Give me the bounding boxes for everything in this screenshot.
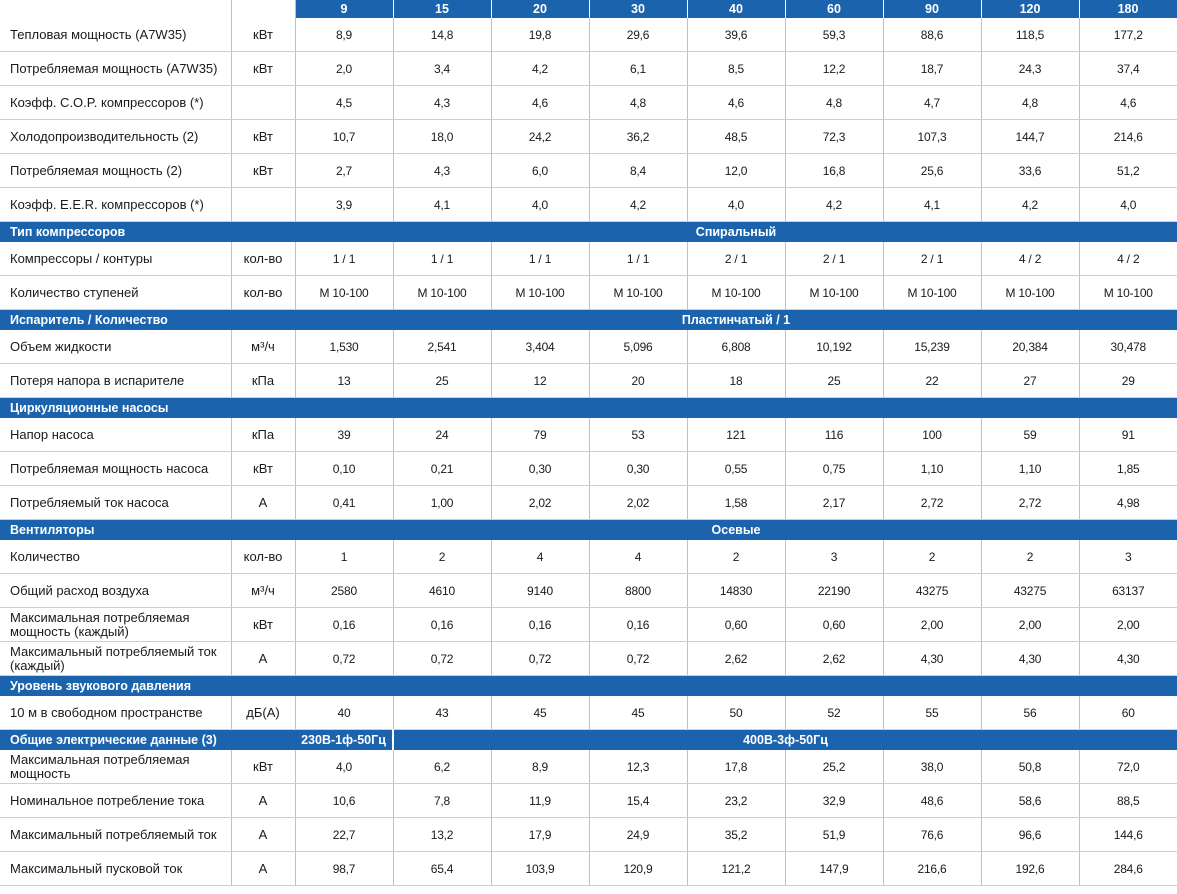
value-cell: 2 / 1	[883, 242, 981, 276]
value-cell: 24,2	[491, 120, 589, 154]
value-cell: 13,2	[393, 818, 491, 852]
unit-cell: A	[231, 642, 295, 676]
value-cell: 8,9	[295, 18, 393, 52]
value-cell: 4,6	[1079, 86, 1177, 120]
value-cell: 4,30	[883, 642, 981, 676]
value-cell: 8800	[589, 574, 687, 608]
value-cell: 9140	[491, 574, 589, 608]
parameter-label: Номинальное потребление тока	[0, 784, 231, 818]
value-cell: 4,0	[295, 750, 393, 784]
parameter-label: Максимальный пусковой ток	[0, 852, 231, 886]
section-value	[295, 398, 1177, 419]
value-cell: 0,10	[295, 452, 393, 486]
value-cell: 29	[1079, 364, 1177, 398]
value-cell: 6,808	[687, 330, 785, 364]
value-cell: 120,9	[589, 852, 687, 886]
value-cell: 2,62	[785, 642, 883, 676]
value-cell: 2	[981, 540, 1079, 574]
value-cell: 35,2	[687, 818, 785, 852]
value-cell: 2	[883, 540, 981, 574]
value-cell: 2 / 1	[785, 242, 883, 276]
table-row	[0, 86, 1177, 120]
table-row	[0, 852, 1177, 886]
value-cell: 40	[295, 696, 393, 730]
value-cell: 4,0	[687, 188, 785, 222]
value-cell: 2,7	[295, 154, 393, 188]
value-cell: 25	[785, 364, 883, 398]
value-cell: 0,16	[491, 608, 589, 642]
value-cell: 1 / 1	[589, 242, 687, 276]
value-cell: M 10-100	[491, 276, 589, 310]
unit-cell: A	[231, 818, 295, 852]
value-cell: 7,8	[393, 784, 491, 818]
value-cell: 8,9	[491, 750, 589, 784]
value-cell: M 10-100	[981, 276, 1079, 310]
parameter-label: Потребляемая мощность (2)	[0, 154, 231, 188]
value-cell: 18	[687, 364, 785, 398]
unit-cell: кВт	[231, 18, 295, 52]
value-cell: 59	[981, 418, 1079, 452]
unit-cell: кПа	[231, 364, 295, 398]
value-cell: 2,17	[785, 486, 883, 520]
unit-cell: кВт	[231, 154, 295, 188]
value-cell: 1 / 1	[393, 242, 491, 276]
value-cell: 4,8	[981, 86, 1079, 120]
value-cell: 29,6	[589, 18, 687, 52]
value-cell: 72,3	[785, 120, 883, 154]
table-row	[0, 18, 1177, 52]
section-value: Спиральный	[295, 222, 1177, 243]
value-cell: 0,16	[393, 608, 491, 642]
value-cell: 19,8	[491, 18, 589, 52]
value-cell: 0,60	[687, 608, 785, 642]
table-row	[0, 242, 1177, 276]
table-row	[0, 818, 1177, 852]
value-cell: 0,72	[491, 642, 589, 676]
parameter-label: Общий расход воздуха	[0, 574, 231, 608]
value-cell: 1,530	[295, 330, 393, 364]
value-cell: 118,5	[981, 18, 1079, 52]
value-cell: 4,1	[883, 188, 981, 222]
value-cell: 79	[491, 418, 589, 452]
value-cell: 147,9	[785, 852, 883, 886]
value-cell: 43275	[981, 574, 1079, 608]
section-header-row	[0, 520, 1177, 541]
parameter-label: Потребляемый ток насоса	[0, 486, 231, 520]
value-cell: 4,1	[393, 188, 491, 222]
value-cell: 2,00	[1079, 608, 1177, 642]
value-cell: 192,6	[981, 852, 1079, 886]
value-cell: 24,3	[981, 52, 1079, 86]
value-cell: 2,0	[295, 52, 393, 86]
parameter-label: Максимальный потребляемый ток (каждый)	[0, 642, 231, 676]
section-value: Осевые	[295, 520, 1177, 541]
model-header-cell: 90	[883, 0, 981, 18]
value-cell: 22190	[785, 574, 883, 608]
table-row	[0, 154, 1177, 188]
value-cell: 36,2	[589, 120, 687, 154]
value-cell: 58,6	[981, 784, 1079, 818]
value-cell: 3,4	[393, 52, 491, 86]
value-cell: 0,60	[785, 608, 883, 642]
value-cell: 3	[1079, 540, 1177, 574]
value-cell: 24,9	[589, 818, 687, 852]
value-cell: 6,2	[393, 750, 491, 784]
value-cell: 14830	[687, 574, 785, 608]
value-cell: 6,1	[589, 52, 687, 86]
value-cell: 48,5	[687, 120, 785, 154]
section-title: Вентиляторы	[0, 520, 295, 541]
unit-cell: м³/ч	[231, 330, 295, 364]
table-row	[0, 188, 1177, 222]
value-cell: 88,6	[883, 18, 981, 52]
value-cell: 1 / 1	[491, 242, 589, 276]
value-cell: M 10-100	[687, 276, 785, 310]
value-cell: M 10-100	[1079, 276, 1177, 310]
value-cell: 25,6	[883, 154, 981, 188]
value-cell: 59,3	[785, 18, 883, 52]
value-cell: 2,72	[981, 486, 1079, 520]
value-cell: 4,2	[981, 188, 1079, 222]
value-cell: 1 / 1	[295, 242, 393, 276]
value-cell: 1,10	[981, 452, 1079, 486]
value-cell: 14,8	[393, 18, 491, 52]
value-cell: 15,4	[589, 784, 687, 818]
value-cell: 17,8	[687, 750, 785, 784]
parameter-label: Количество	[0, 540, 231, 574]
value-cell: 2580	[295, 574, 393, 608]
value-cell: 103,9	[491, 852, 589, 886]
unit-cell: кВт	[231, 452, 295, 486]
table-row	[0, 642, 1177, 676]
table-row	[0, 452, 1177, 486]
value-cell: 98,7	[295, 852, 393, 886]
value-cell: 4,3	[393, 154, 491, 188]
unit-cell: A	[231, 852, 295, 886]
value-cell: 72,0	[1079, 750, 1177, 784]
value-cell: 24	[393, 418, 491, 452]
value-cell: 4,30	[981, 642, 1079, 676]
section-title: Уровень звукового давления	[0, 676, 295, 697]
value-cell: 100	[883, 418, 981, 452]
unit-cell: кВт	[231, 120, 295, 154]
parameter-label: Максимальная потребляемая мощность	[0, 750, 231, 784]
unit-cell: кол-во	[231, 242, 295, 276]
value-cell: 0,75	[785, 452, 883, 486]
parameter-label: Потребляемая мощность насоса	[0, 452, 231, 486]
value-cell: 0,72	[393, 642, 491, 676]
header-blank-cell	[0, 0, 231, 18]
unit-cell: кПа	[231, 418, 295, 452]
value-cell: 2	[393, 540, 491, 574]
value-cell: 5,096	[589, 330, 687, 364]
table-row	[0, 486, 1177, 520]
model-header-row	[0, 0, 1177, 18]
parameter-label: Потеря напора в испарителе	[0, 364, 231, 398]
value-cell: 2,02	[589, 486, 687, 520]
value-cell: M 10-100	[589, 276, 687, 310]
model-header-cell: 180	[1079, 0, 1177, 18]
value-cell: 2,72	[883, 486, 981, 520]
value-cell: M 10-100	[295, 276, 393, 310]
value-cell: 4 / 2	[1079, 242, 1177, 276]
parameter-label: Холодопроизводительность (2)	[0, 120, 231, 154]
parameter-label: Компрессоры / контуры	[0, 242, 231, 276]
value-cell: 2,00	[883, 608, 981, 642]
value-cell: 0,30	[589, 452, 687, 486]
value-cell: 2,62	[687, 642, 785, 676]
value-cell: 15,239	[883, 330, 981, 364]
unit-cell: кВт	[231, 52, 295, 86]
value-cell: 20,384	[981, 330, 1079, 364]
value-cell: 32,9	[785, 784, 883, 818]
value-cell: 4	[491, 540, 589, 574]
value-cell: 8,4	[589, 154, 687, 188]
value-cell: 39	[295, 418, 393, 452]
value-cell: 33,6	[981, 154, 1079, 188]
section-value	[295, 676, 1177, 697]
value-cell: 43	[393, 696, 491, 730]
voltage-three-phase: 400В-3ф-50Гц	[393, 730, 1177, 751]
value-cell: 12,2	[785, 52, 883, 86]
value-cell: 18,0	[393, 120, 491, 154]
value-cell: 2 / 1	[687, 242, 785, 276]
section-header-row	[0, 676, 1177, 697]
value-cell: 4,30	[1079, 642, 1177, 676]
table-row	[0, 696, 1177, 730]
value-cell: M 10-100	[393, 276, 491, 310]
value-cell: 0,55	[687, 452, 785, 486]
table-row	[0, 784, 1177, 818]
value-cell: 76,6	[883, 818, 981, 852]
value-cell: 3	[785, 540, 883, 574]
value-cell: 2,00	[981, 608, 1079, 642]
value-cell: 1,10	[883, 452, 981, 486]
model-header-cell: 60	[785, 0, 883, 18]
value-cell: 2,02	[491, 486, 589, 520]
value-cell: 4,7	[883, 86, 981, 120]
unit-cell: дБ(А)	[231, 696, 295, 730]
model-header-cell: 20	[491, 0, 589, 18]
parameter-label: Напор насоса	[0, 418, 231, 452]
value-cell: 4,6	[687, 86, 785, 120]
value-cell: 3,404	[491, 330, 589, 364]
value-cell: 25	[393, 364, 491, 398]
value-cell: 63137	[1079, 574, 1177, 608]
value-cell: 20	[589, 364, 687, 398]
value-cell: 16,8	[785, 154, 883, 188]
value-cell: 88,5	[1079, 784, 1177, 818]
value-cell: 1,00	[393, 486, 491, 520]
value-cell: 0,41	[295, 486, 393, 520]
value-cell: 4,0	[1079, 188, 1177, 222]
value-cell: 4,5	[295, 86, 393, 120]
unit-cell: A	[231, 486, 295, 520]
value-cell: 4,98	[1079, 486, 1177, 520]
value-cell: 0,72	[295, 642, 393, 676]
value-cell: 48,6	[883, 784, 981, 818]
value-cell: 4610	[393, 574, 491, 608]
section-header-row	[0, 222, 1177, 243]
value-cell: 121,2	[687, 852, 785, 886]
parameter-label: Объем жидкости	[0, 330, 231, 364]
section-value: Пластинчатый / 1	[295, 310, 1177, 331]
value-cell: 60	[1079, 696, 1177, 730]
table-row	[0, 750, 1177, 784]
value-cell: 38,0	[883, 750, 981, 784]
value-cell: 144,7	[981, 120, 1079, 154]
value-cell: 39,6	[687, 18, 785, 52]
model-header-cell: 120	[981, 0, 1079, 18]
value-cell: 1,85	[1079, 452, 1177, 486]
model-header-cell: 15	[393, 0, 491, 18]
table-row	[0, 52, 1177, 86]
value-cell: 96,6	[981, 818, 1079, 852]
section-header-row	[0, 310, 1177, 331]
section-header-row	[0, 730, 1177, 751]
unit-cell: м³/ч	[231, 574, 295, 608]
value-cell: 0,16	[589, 608, 687, 642]
table-row	[0, 608, 1177, 642]
value-cell: 4,8	[589, 86, 687, 120]
parameter-label: Коэфф. C.O.P. компрессоров (*)	[0, 86, 231, 120]
value-cell: 22,7	[295, 818, 393, 852]
value-cell: 0,30	[491, 452, 589, 486]
value-cell: M 10-100	[785, 276, 883, 310]
value-cell: 43275	[883, 574, 981, 608]
value-cell: 4,2	[589, 188, 687, 222]
value-cell: 2	[687, 540, 785, 574]
unit-cell: кВт	[231, 750, 295, 784]
unit-cell	[231, 86, 295, 120]
section-title: Тип компрессоров	[0, 222, 295, 243]
value-cell: 107,3	[883, 120, 981, 154]
value-cell: 10,192	[785, 330, 883, 364]
value-cell: 52	[785, 696, 883, 730]
section-title: Циркуляционные насосы	[0, 398, 295, 419]
table-row	[0, 418, 1177, 452]
value-cell: 25,2	[785, 750, 883, 784]
value-cell: 4 / 2	[981, 242, 1079, 276]
model-header-cell: 9	[295, 0, 393, 18]
table-row	[0, 540, 1177, 574]
table-row	[0, 574, 1177, 608]
model-header-cell: 40	[687, 0, 785, 18]
value-cell: 214,6	[1079, 120, 1177, 154]
value-cell: 0,72	[589, 642, 687, 676]
value-cell: 0,16	[295, 608, 393, 642]
value-cell: 121	[687, 418, 785, 452]
value-cell: 23,2	[687, 784, 785, 818]
unit-cell	[231, 188, 295, 222]
value-cell: 11,9	[491, 784, 589, 818]
table-row	[0, 276, 1177, 310]
unit-cell: кВт	[231, 608, 295, 642]
value-cell: 12	[491, 364, 589, 398]
value-cell: 4,0	[491, 188, 589, 222]
value-cell: 284,6	[1079, 852, 1177, 886]
value-cell: 45	[589, 696, 687, 730]
value-cell: 51,9	[785, 818, 883, 852]
value-cell: 116	[785, 418, 883, 452]
value-cell: 50	[687, 696, 785, 730]
parameter-label: Максимальная потребляемая мощность (каждый)	[0, 608, 231, 642]
model-header-cell: 30	[589, 0, 687, 18]
value-cell: 4,3	[393, 86, 491, 120]
section-title: Испаритель / Количество	[0, 310, 295, 331]
table-row	[0, 330, 1177, 364]
value-cell: 3,9	[295, 188, 393, 222]
value-cell: 27	[981, 364, 1079, 398]
section-title: Общие электрические данные (3)	[0, 730, 295, 751]
parameter-label: Потребляемая мощность (A7W35)	[0, 52, 231, 86]
table-row	[0, 120, 1177, 154]
value-cell: 6,0	[491, 154, 589, 188]
value-cell: 1	[295, 540, 393, 574]
parameter-label: Максимальный потребляемый ток	[0, 818, 231, 852]
voltage-single-phase: 230В-1ф-50Гц	[295, 730, 393, 751]
header-blank-cell	[231, 0, 295, 18]
value-cell: 30,478	[1079, 330, 1177, 364]
value-cell: 50,8	[981, 750, 1079, 784]
value-cell: 1,58	[687, 486, 785, 520]
unit-cell: A	[231, 784, 295, 818]
value-cell: 10,6	[295, 784, 393, 818]
value-cell: 18,7	[883, 52, 981, 86]
value-cell: 4,8	[785, 86, 883, 120]
unit-cell: кол-во	[231, 540, 295, 574]
value-cell: 4,2	[491, 52, 589, 86]
section-header-row	[0, 398, 1177, 419]
parameter-label: 10 м в свободном пространстве	[0, 696, 231, 730]
value-cell: 144,6	[1079, 818, 1177, 852]
value-cell: 91	[1079, 418, 1177, 452]
table-row	[0, 364, 1177, 398]
value-cell: 65,4	[393, 852, 491, 886]
parameter-label: Количество ступеней	[0, 276, 231, 310]
value-cell: 0,21	[393, 452, 491, 486]
value-cell: M 10-100	[883, 276, 981, 310]
value-cell: 37,4	[1079, 52, 1177, 86]
value-cell: 4	[589, 540, 687, 574]
value-cell: 4,6	[491, 86, 589, 120]
value-cell: 177,2	[1079, 18, 1177, 52]
value-cell: 2,541	[393, 330, 491, 364]
value-cell: 22	[883, 364, 981, 398]
value-cell: 53	[589, 418, 687, 452]
parameter-label: Тепловая мощность (A7W35)	[0, 18, 231, 52]
value-cell: 45	[491, 696, 589, 730]
parameter-label: Коэфф. E.E.R. компрессоров (*)	[0, 188, 231, 222]
value-cell: 8,5	[687, 52, 785, 86]
unit-cell: кол-во	[231, 276, 295, 310]
value-cell: 13	[295, 364, 393, 398]
value-cell: 12,3	[589, 750, 687, 784]
value-cell: 4,2	[785, 188, 883, 222]
value-cell: 17,9	[491, 818, 589, 852]
value-cell: 51,2	[1079, 154, 1177, 188]
value-cell: 56	[981, 696, 1079, 730]
value-cell: 55	[883, 696, 981, 730]
value-cell: 10,7	[295, 120, 393, 154]
value-cell: 216,6	[883, 852, 981, 886]
value-cell: 12,0	[687, 154, 785, 188]
